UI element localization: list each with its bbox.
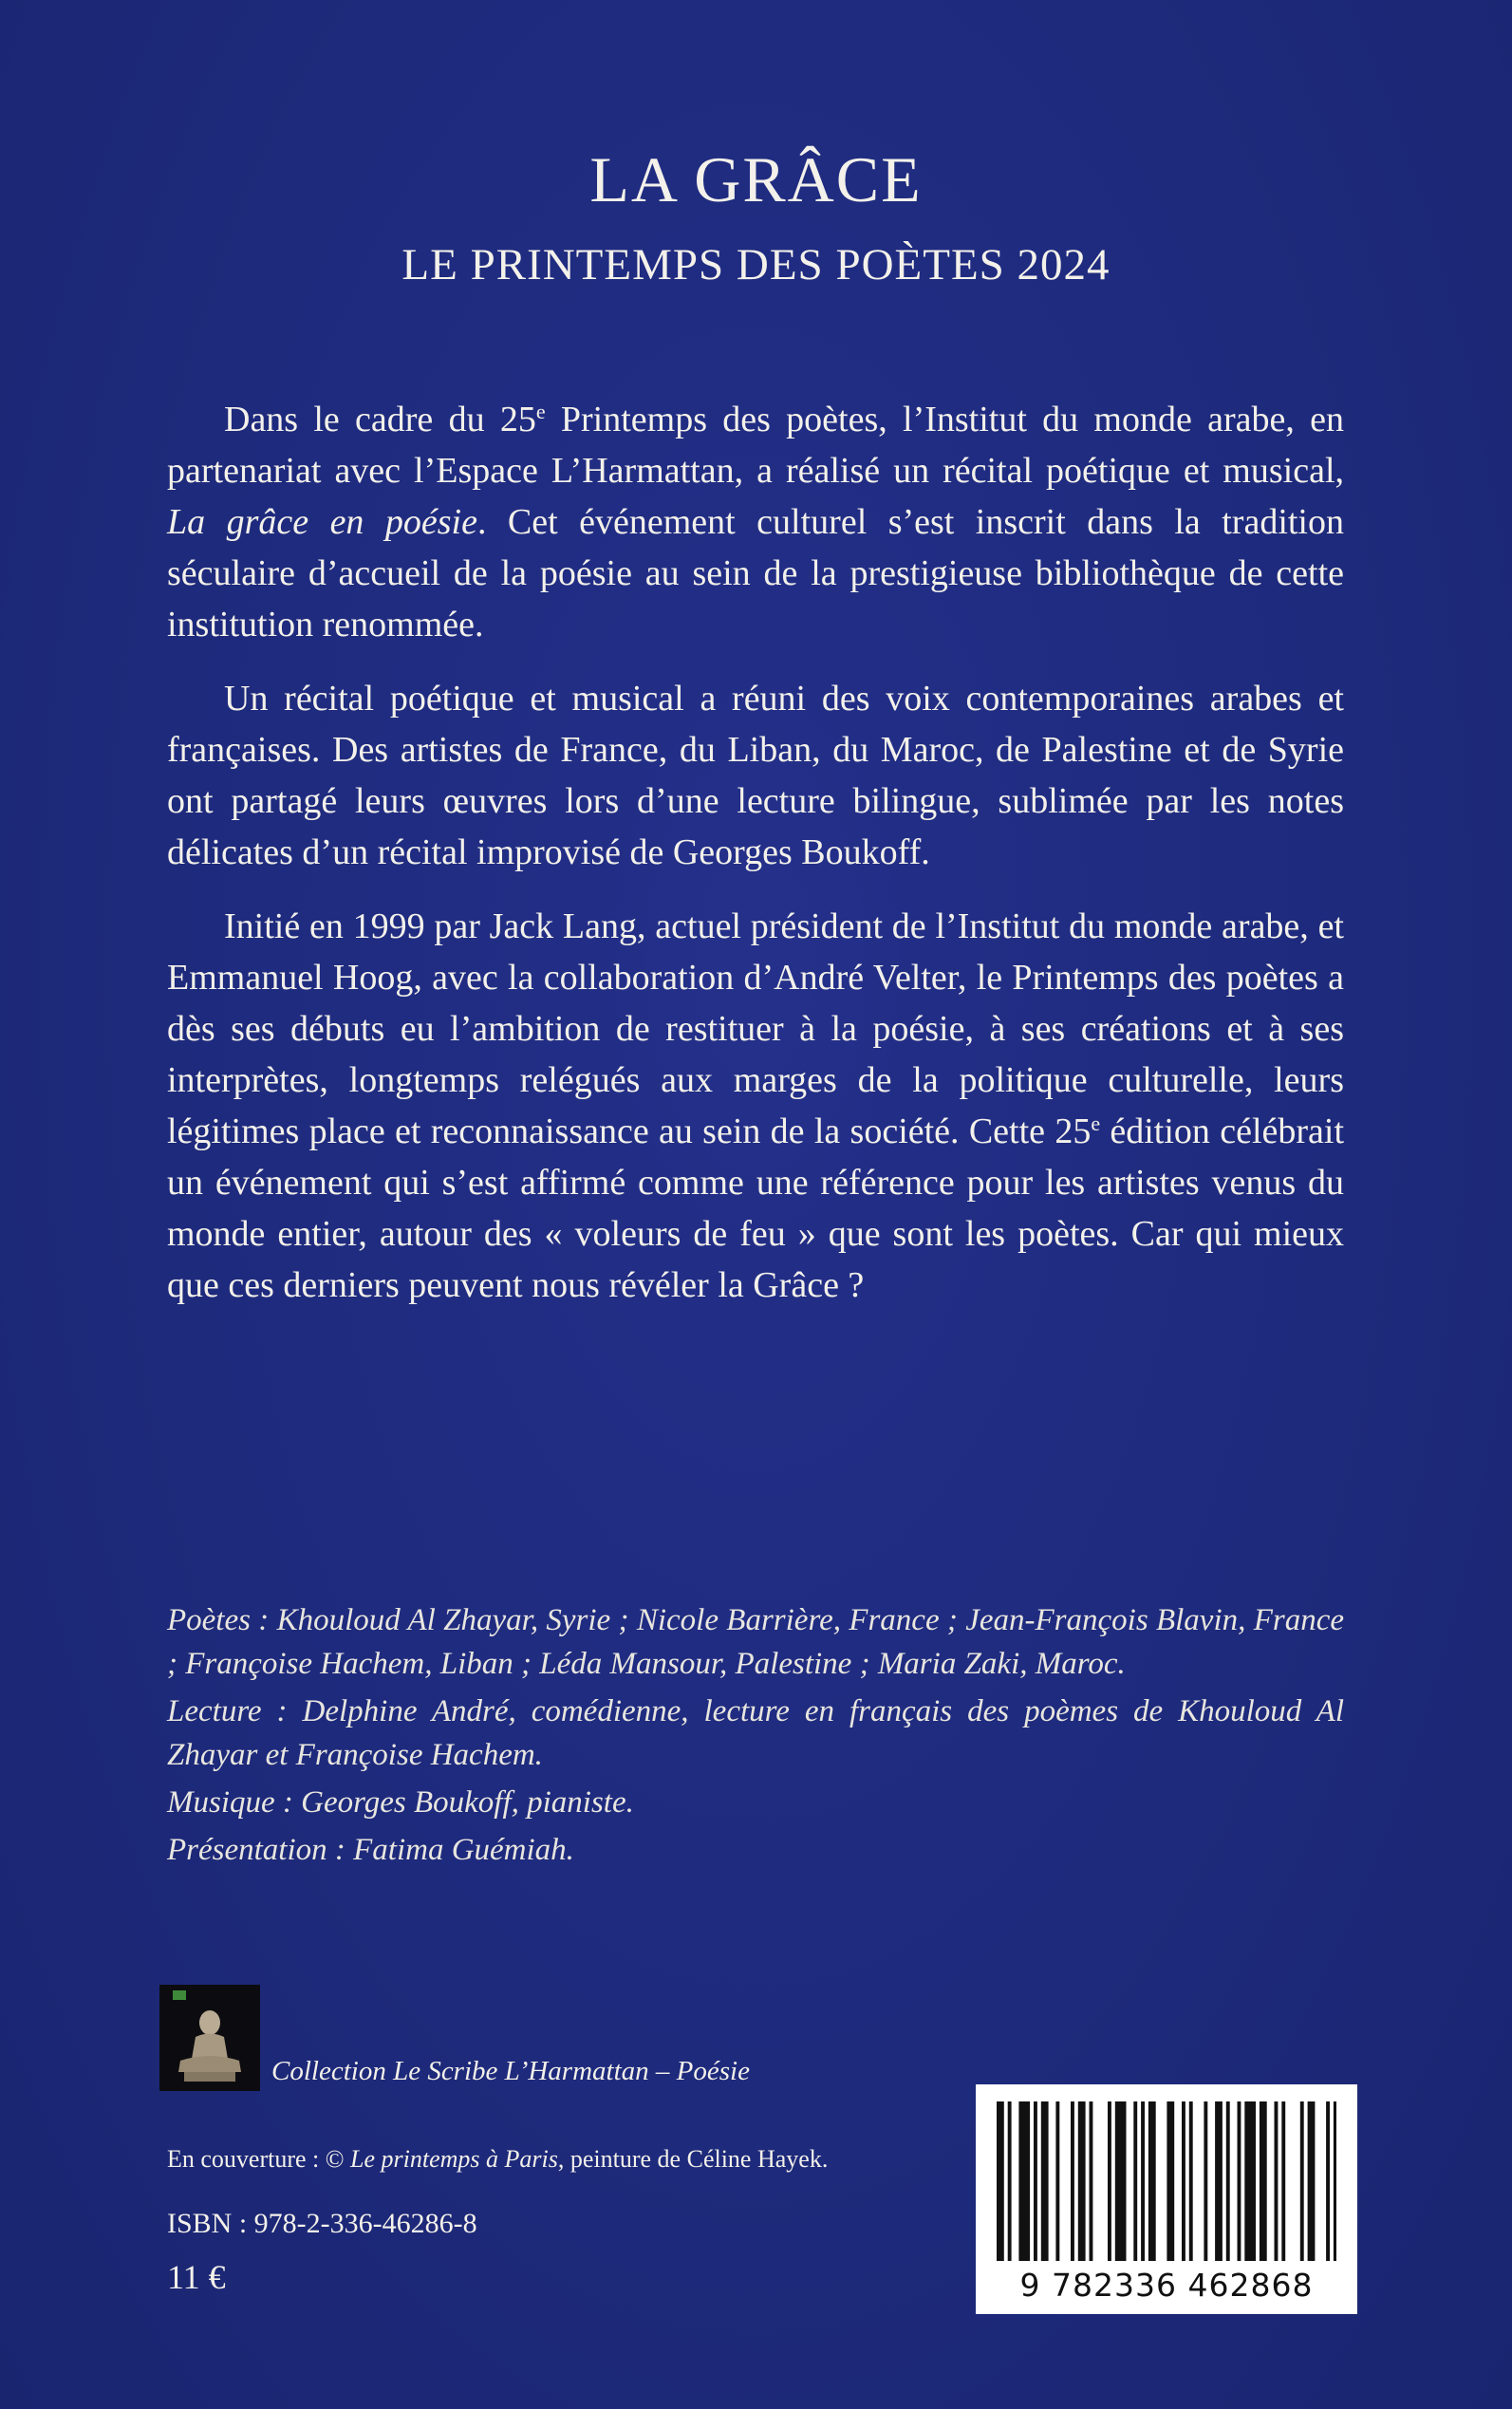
italic-title: La grâce en poésie xyxy=(167,502,477,542)
blurb-paragraph-1 xyxy=(167,394,1344,650)
text-run: En couverture : © xyxy=(167,2145,351,2173)
barcode-bar xyxy=(1008,2101,1012,2261)
barcode-bar xyxy=(1260,2101,1267,2261)
barcode-bar xyxy=(1189,2101,1193,2261)
barcode-bar xyxy=(997,2101,1004,2261)
credits-lecture: Lecture : Delphine André, comédienne, lecture en français des poèmes de Khouloud Al Zhayar et Françoise Hachem. xyxy=(167,1694,1344,1772)
painting-title: Le printemps à Paris xyxy=(350,2145,558,2173)
blurb xyxy=(167,394,1344,1334)
barcode-bar xyxy=(1275,2101,1279,2261)
text-run: Dans le cadre du 25 xyxy=(224,400,536,439)
collection-name: Collection Le Scribe L’Harmattan – Poésie xyxy=(271,2056,750,2086)
superscript: e xyxy=(535,400,546,423)
barcode-bar xyxy=(1108,2101,1111,2261)
barcode-bar xyxy=(1018,2101,1030,2261)
barcode-bar xyxy=(1326,2101,1330,2261)
barcode-bar xyxy=(1281,2101,1285,2261)
barcode-bars xyxy=(976,2084,1357,2274)
credits-presentation: Présentation : Fatima Guémiah. xyxy=(167,1833,574,1867)
barcode-bar xyxy=(1182,2101,1185,2261)
barcode-bar xyxy=(1226,2101,1230,2261)
text-run: Initié en 1999 par Jack Lang, actuel président de l’Institut du monde arabe, et Emmanuel Hoog, avec la collaboration d’André Velter, le Printemps des poètes a dès ses débuts eu l’ambition de restituer à la poésie, à ses créations et à ses interprètes, longtemps relégués aux marges de la politique culturelle, leurs légitimes place et reconnaissance au sein de la société. Cette 25 xyxy=(167,906,1344,1151)
barcode-bar xyxy=(1090,2101,1093,2261)
barcode-bar xyxy=(1238,2101,1241,2261)
scribe-statue-logo xyxy=(159,1985,260,2091)
barcode-bar xyxy=(1141,2101,1145,2261)
barcode-bar xyxy=(1034,2101,1037,2261)
blurb-paragraph-2: Un récital poétique et musical a réuni des voix contemporaines arabes et françaises. Des artistes de France, du Liban, du Maroc, de Palestine et de Syrie ont partagé leurs œuvres lors d’une lecture bilingue, sublimée par les notes délicates d’un récital improvisé de Georges Boukoff. xyxy=(167,679,1344,872)
credits xyxy=(167,1598,1344,1872)
barcode-bar xyxy=(1115,2101,1127,2261)
barcode-bar xyxy=(1244,2101,1256,2261)
barcode-digits: 9 782336 462868 xyxy=(1019,2267,1314,2304)
barcode-bar xyxy=(1055,2101,1059,2261)
barcode-bar xyxy=(1041,2101,1049,2261)
text-run: . Cet événement culturel s’est inscrit dans la tradition séculaire d’accueil de la poésie au sein de la prestigieuse bibliothèque de cette institution renommée. xyxy=(167,502,1344,644)
barcode-bar xyxy=(1334,2101,1336,2261)
barcode-bar xyxy=(1148,2101,1156,2261)
barcode-bar xyxy=(1167,2101,1174,2261)
scribe-figure-icon xyxy=(159,1985,260,2091)
credits-musique: Musique : Georges Boukoff, pianiste. xyxy=(167,1785,634,1820)
barcode-bar xyxy=(1133,2101,1137,2261)
barcode-bar xyxy=(1300,2101,1304,2261)
barcode-bar xyxy=(1078,2101,1086,2261)
text-run: édition célébrait un événement qui s’est affirmé comme une référence pour les artistes venus du monde entier, autour des « voleurs de feu » que sont les poètes. Car qui mieux que ces derniers peuvent nous révéler la Grâce ? xyxy=(167,1111,1345,1305)
barcode-bar xyxy=(1308,2101,1316,2261)
credits-poetes: Poètes : Khouloud Al Zhayar, Syrie ; Nicole Barrière, France ; Jean-François Blavin, France ; Françoise Hachem, Liban ; Léda Mansour, Palestine ; Maria Zaki, Maroc. xyxy=(167,1603,1344,1681)
barcode xyxy=(976,2084,1357,2314)
book-subtitle: LE PRINTEMPS DES POÈTES 2024 xyxy=(401,240,1111,289)
text-run: Printemps des poètes, l’Institut du monde arabe, en partenariat avec l’Espace L’Harmattan, a réalisé un récital poétique et musical, xyxy=(167,400,1344,491)
price: 11 € xyxy=(167,2258,226,2296)
superscript: e xyxy=(1091,1111,1101,1135)
barcode-bar xyxy=(1071,2101,1074,2261)
cover-credit xyxy=(167,2145,828,2174)
barcode-bar xyxy=(1204,2101,1207,2261)
book-title: LA GRÂCE xyxy=(589,143,923,215)
text-run: , peinture de Céline Hayek. xyxy=(557,2145,829,2173)
blurb-paragraph-3 xyxy=(167,901,1344,1311)
barcode-bar xyxy=(1215,2101,1223,2261)
isbn: ISBN : 978-2-336-46286-8 xyxy=(167,2208,477,2239)
